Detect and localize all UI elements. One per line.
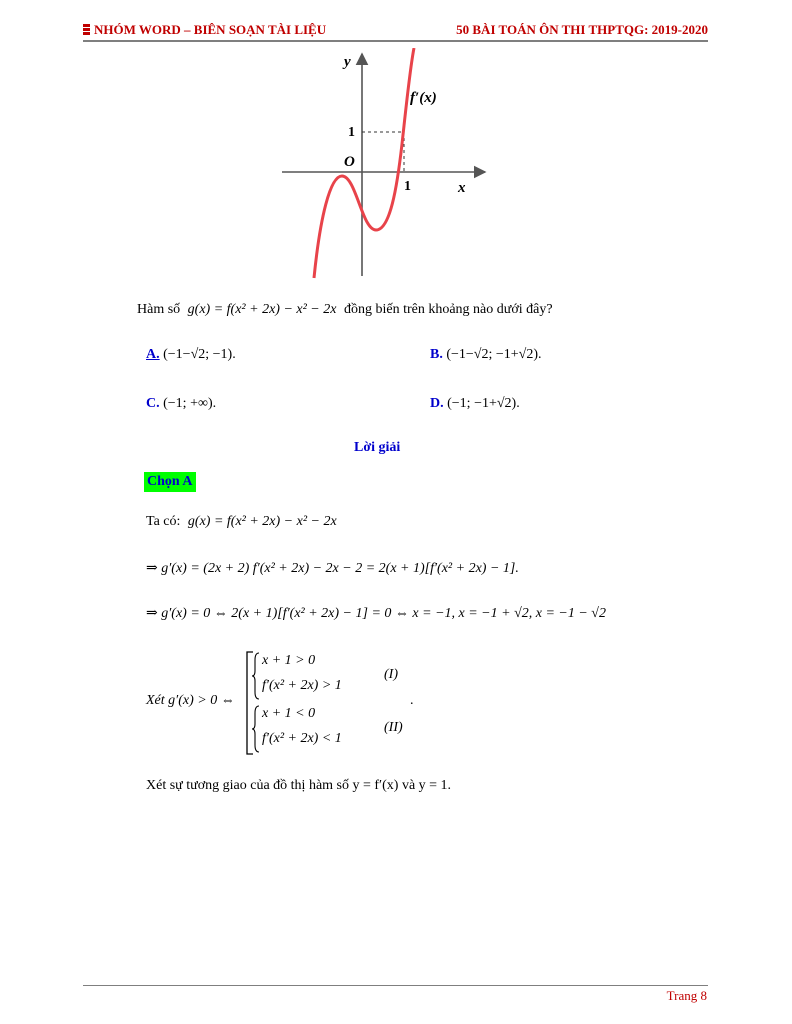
x-axis-label: x <box>458 180 466 196</box>
option-d[interactable] <box>430 396 520 412</box>
system-end: . <box>410 693 414 708</box>
option-a-value: (−1−√2; −1). <box>163 347 236 362</box>
xet-prefix: Xét g′(x) > 0 ⇔ <box>146 693 235 708</box>
y-tick-label: 1 <box>348 125 355 140</box>
solution-line-2: ⇒ g′(x) = (2x + 2) f′(x² + 2x) − 2x − 2 = 2(x + 1)[f′(x² + 2x) − 1]. <box>146 561 519 576</box>
header-left-text: NHÓM WORD – BIÊN SOẠN TÀI LIỆU <box>94 22 327 37</box>
system-2-line-1: x + 1 < 0 <box>262 706 316 721</box>
solution-line-1-prefix: Ta có: <box>146 514 181 529</box>
curve-f-prime <box>314 48 414 278</box>
page-number: Trang 8 <box>666 988 707 1003</box>
curve-label: f′(x) <box>410 90 437 106</box>
brace-1 <box>251 652 261 700</box>
system-1-tag: (I) <box>384 667 398 682</box>
solution-line-1-expr: g(x) = f(x² + 2x) − x² − 2x <box>187 514 337 529</box>
option-d-value: (−1; −1+√2). <box>447 396 520 411</box>
question-function: g(x) = f(x² + 2x) − x² − 2x <box>187 302 337 317</box>
option-c[interactable] <box>146 396 216 412</box>
system-1-line-2: f′(x² + 2x) > 1 <box>262 678 342 693</box>
option-a[interactable] <box>146 347 236 363</box>
question-suffix: đồng biến trên khoảng nào dưới đây? <box>343 302 553 317</box>
origin-label: O <box>344 154 355 170</box>
option-c-value: (−1; +∞). <box>163 396 217 411</box>
x-tick-label: 1 <box>404 179 411 194</box>
solution-title: Lời giải <box>354 440 401 455</box>
header-right-text: 50 BÀI TOÁN ÔN THI THPTQG: 2019-2020 <box>456 22 708 37</box>
page-header <box>83 20 708 42</box>
option-c-label: C. <box>146 396 160 411</box>
logo-icon <box>83 24 90 35</box>
system-1-line-1: x + 1 > 0 <box>262 653 316 668</box>
y-axis-label: y <box>344 54 351 70</box>
solution-last-line: Xét sự tương giao của đồ thị hàm số y = f′(x) và y = 1. <box>146 778 452 793</box>
footer-divider <box>83 985 708 986</box>
option-b-value: (−1−√2; −1+√2). <box>446 347 542 362</box>
chosen-answer-badge: Chọn A <box>144 472 196 492</box>
option-b-label: B. <box>430 347 443 362</box>
system-2-line-2: f′(x² + 2x) < 1 <box>262 731 342 746</box>
solution-line-1 <box>146 514 337 530</box>
option-d-label: D. <box>430 396 444 411</box>
system-2-tag: (II) <box>384 720 403 735</box>
question-prefix: Hàm số <box>137 302 181 317</box>
option-b[interactable] <box>430 347 542 363</box>
solution-line-3: ⇒ g′(x) = 0 ⇔ 2(x + 1)[f′(x² + 2x) − 1] = 0 ⇔ x = −1, x = −1 + √2, x = −1 − √2 <box>146 606 606 621</box>
option-a-label: A. <box>146 347 160 362</box>
question-text <box>137 302 553 318</box>
brace-2 <box>251 705 261 753</box>
derivative-graph <box>280 48 490 280</box>
header-left <box>83 22 326 38</box>
